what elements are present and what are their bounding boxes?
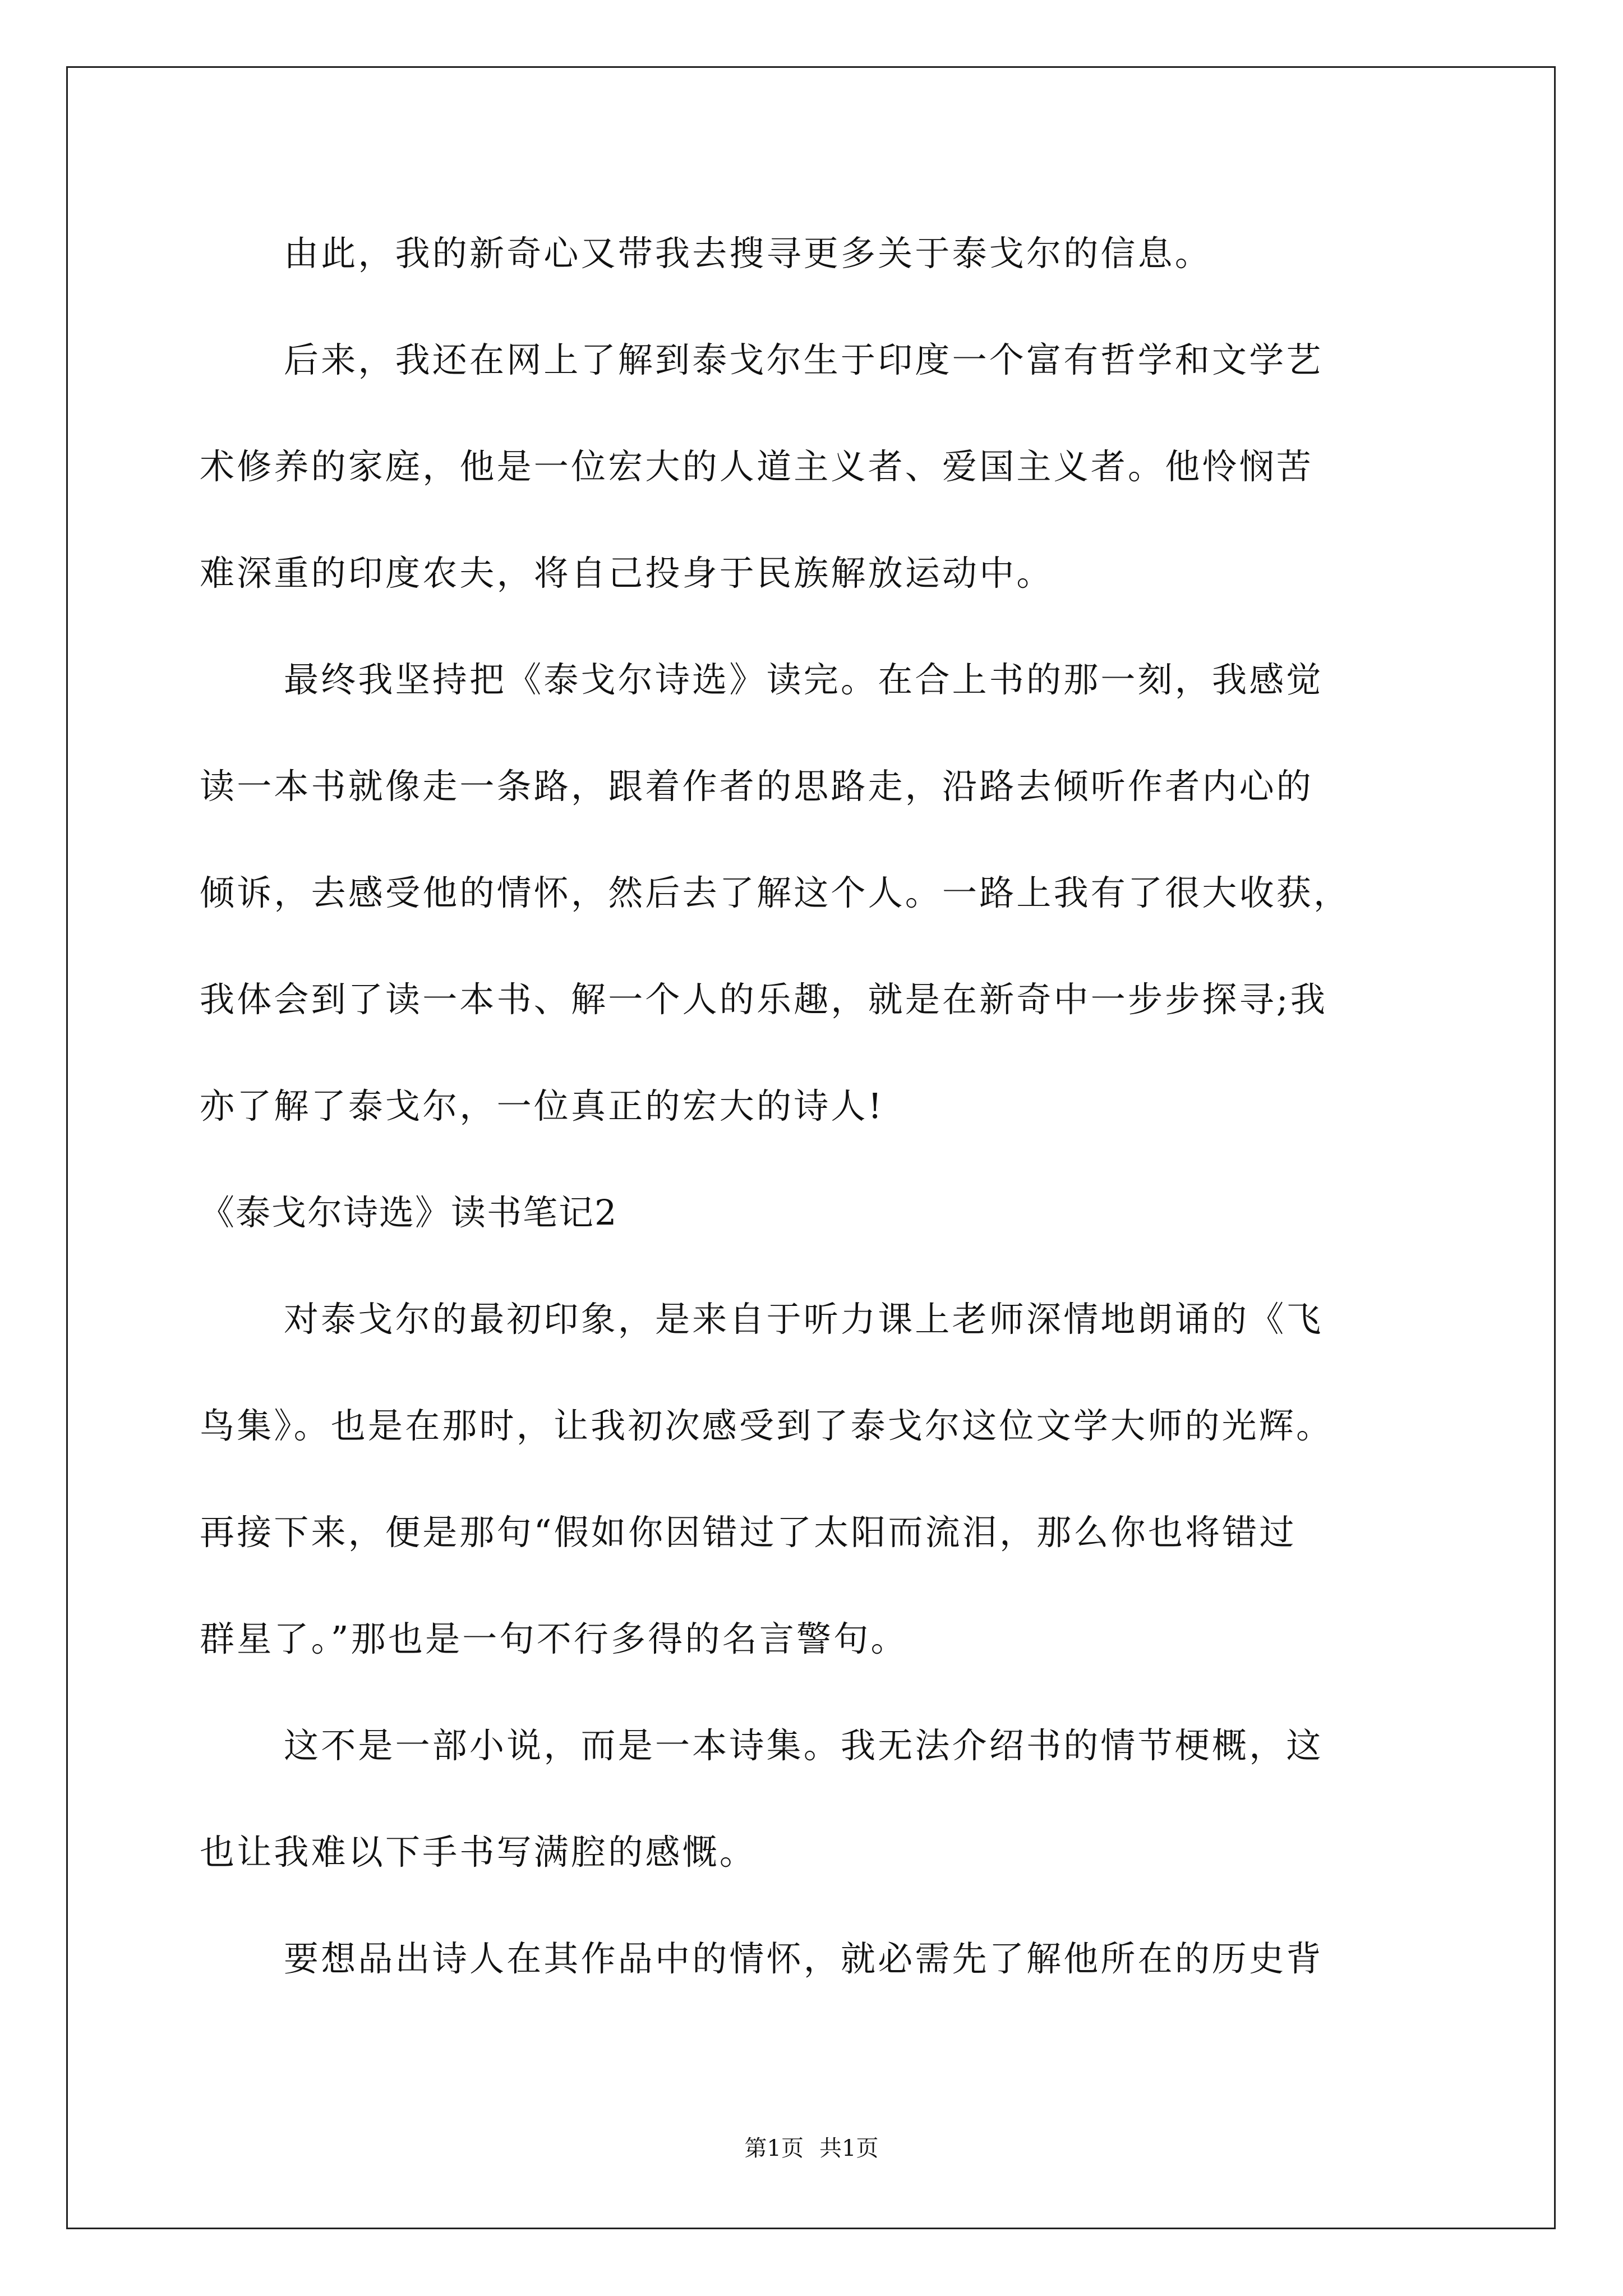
paragraph-line: 再接下来，便是那句“假如你因错过了太阳而流泪，那么你也将错过 xyxy=(200,1512,1297,1553)
paragraph-line: 难深重的印度农夫，将自己投身于民族解放运动中。 xyxy=(200,553,1054,593)
paragraph-line: 由此，我的新奇心又带我去搜寻更多关于泰戈尔的信息。 xyxy=(284,233,1212,274)
paragraph-line: 亦了解了泰戈尔，一位真正的宏大的诗人! xyxy=(200,1085,884,1126)
paragraph-line: 也让我难以下手书写满腔的感慨。 xyxy=(200,1832,757,1872)
paragraph-line: 后来，我还在网上了解到泰戈尔生于印度一个富有哲学和文学艺 xyxy=(284,339,1324,380)
paragraph-line: 最终我坚持把《泰戈尔诗选》读完。在合上书的那一刻，我感觉 xyxy=(284,659,1324,700)
paragraph-line: 要想品出诗人在其作品中的情怀，就必需先了解他所在的历史背 xyxy=(284,1938,1324,1979)
paragraph-line: 这不是一部小说，而是一本诗集。我无法介绍书的情节梗概，这 xyxy=(284,1725,1324,1766)
page-total: 共1页 xyxy=(819,2136,879,2161)
paragraph-line: 我体会到了读一本书、解一个人的乐趣，就是在新奇中一步步探寻;我 xyxy=(200,979,1328,1020)
paragraph-line: 术修养的家庭，他是一位宏大的人道主义者、爱国主义者。他怜悯苦 xyxy=(200,446,1314,487)
paragraph-line: 鸟集》。也是在那时，让我初次感受到了泰戈尔这位文学大师的光辉。 xyxy=(200,1405,1334,1446)
paragraph-line: 对泰戈尔的最初印象，是来自于听力课上老师深情地朗诵的《飞 xyxy=(284,1299,1324,1340)
page-number: 第1页 xyxy=(744,2136,804,2161)
page-border xyxy=(66,66,1556,2229)
page-footer xyxy=(0,2135,1623,2162)
section-heading: 《泰戈尔诗选》读书笔记2 xyxy=(200,1192,618,1233)
paragraph-line: 读一本书就像走一条路，跟着作者的思路走，沿路去倾听作者内心的 xyxy=(200,766,1314,807)
paragraph-line: 倾诉，去感受他的情怀，然后去了解这个人。一路上我有了很大收获， xyxy=(200,872,1351,913)
paragraph-line: 群星了。”那也是一句不行多得的名言警句。 xyxy=(200,1618,908,1659)
